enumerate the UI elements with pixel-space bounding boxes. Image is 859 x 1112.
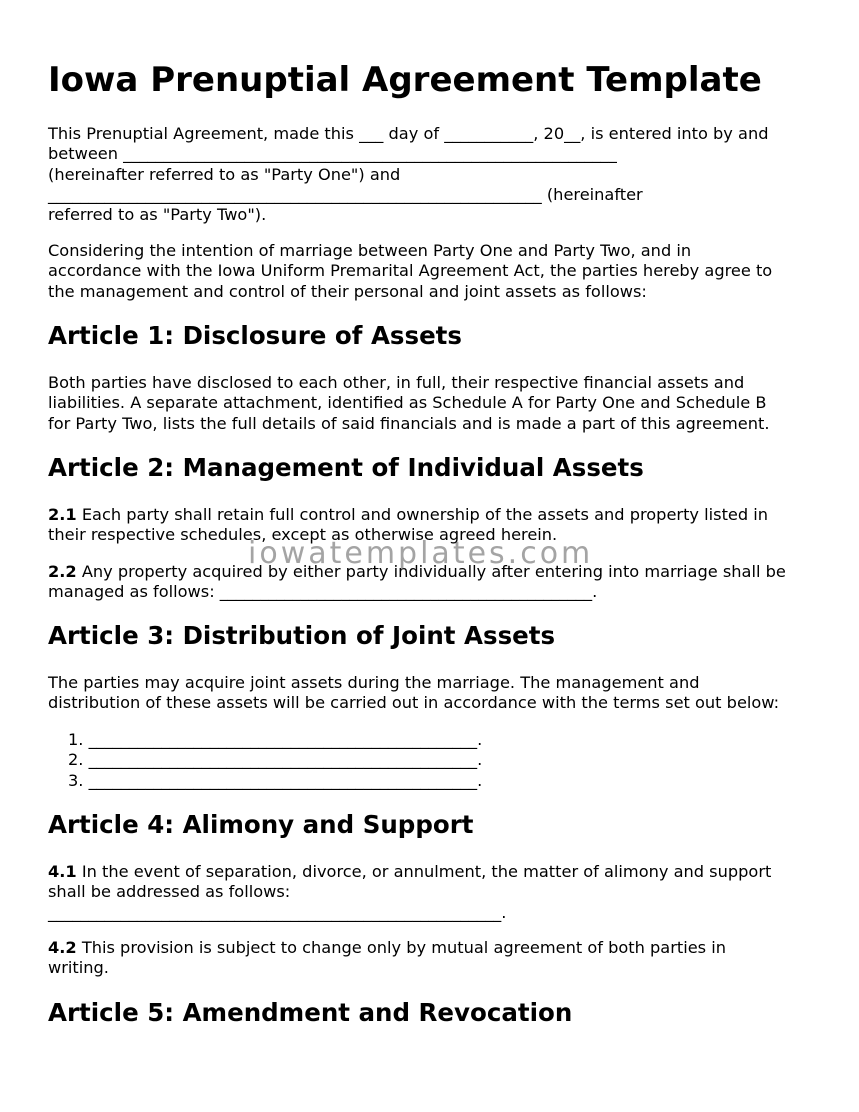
watermark: iowatemplates.com [248, 536, 594, 571]
section-number: 2.1 [48, 505, 77, 524]
section-4-2-line: 4.2 This provision is subject to change only by mutual agreement of both parties in [48, 938, 727, 957]
list-item: 2. ________________________________________________. [68, 750, 483, 770]
section-4-2 [48, 938, 726, 979]
considering-line: the management and control of their personal and joint assets as follows: [48, 281, 647, 301]
section-2-2-line: managed as follows: ______________________________________________. [48, 582, 598, 602]
intro-line: (hereinafter referred to as "Party One") and [48, 164, 401, 184]
list-item: 3. ________________________________________________. [68, 770, 483, 790]
considering-line: Considering the intention of marriage between Party One and Party Two, and in [48, 241, 692, 260]
section-2-2 [48, 562, 786, 603]
section-2-2-line: 2.2 Any property acquired by either party individually after entering into marriage shall be [48, 562, 786, 581]
intro-line: This Prenuptial Agreement, made this ___ day of ___________, 20__, is entered into by and [48, 124, 769, 143]
section-4-2-line: writing. [48, 958, 109, 978]
list-item: 1. ________________________________________________. [68, 730, 483, 749]
article-1-heading: Article 1: Disclosure of Assets [48, 321, 462, 350]
document-title: Iowa Prenuptial Agreement Template [48, 60, 762, 100]
section-4-1-line: 4.1 In the event of separation, divorce, or annulment, the matter of alimony and support [48, 862, 772, 881]
article-2-heading: Article 2: Management of Individual Assets [48, 453, 644, 482]
article-3-heading: Article 3: Distribution of Joint Assets [48, 621, 556, 650]
considering-line: accordance with the Iowa Uniform Premarital Agreement Act, the parties hereby agree to [48, 261, 773, 281]
article-1-line: for Party Two, lists the full details of said financials and is made a part of this agreement. [48, 413, 770, 433]
article-3-body [48, 673, 779, 714]
joint-assets-list [68, 730, 482, 791]
section-2-1-line: their respective schedules, except as otherwise agreed herein. [48, 525, 558, 545]
article-1-line: liabilities. A separate attachment, identified as Schedule A for Party One and Schedule B [48, 393, 767, 413]
intro-line: between _____________________________________________________________ [48, 144, 617, 164]
article-5-heading: Article 5: Amendment and Revocation [48, 998, 573, 1027]
intro-line: _____________________________________________________________ (hereinafter [48, 184, 643, 204]
considering-paragraph [48, 241, 772, 302]
section-2-1 [48, 505, 768, 546]
article-1-body [48, 373, 770, 434]
section-number: 2.2 [48, 562, 77, 581]
intro-paragraph [48, 124, 769, 225]
article-3-line: distribution of these assets will be carried out in accordance with the terms set out below: [48, 693, 780, 713]
article-3-line: The parties may acquire joint assets during the marriage. The management and [48, 673, 700, 692]
intro-line: referred to as "Party Two"). [48, 205, 267, 225]
section-4-1 [48, 862, 771, 923]
section-number: 4.1 [48, 862, 77, 881]
section-4-1-line: ________________________________________________________. [48, 902, 507, 922]
article-1-line: Both parties have disclosed to each other, in full, their respective financial assets and [48, 373, 745, 392]
section-2-1-line: 2.1 Each party shall retain full control and ownership of the assets and property listed in [48, 505, 769, 524]
section-4-1-line: shall be addressed as follows: [48, 882, 291, 902]
article-4-heading: Article 4: Alimony and Support [48, 810, 474, 839]
section-number: 4.2 [48, 938, 77, 957]
